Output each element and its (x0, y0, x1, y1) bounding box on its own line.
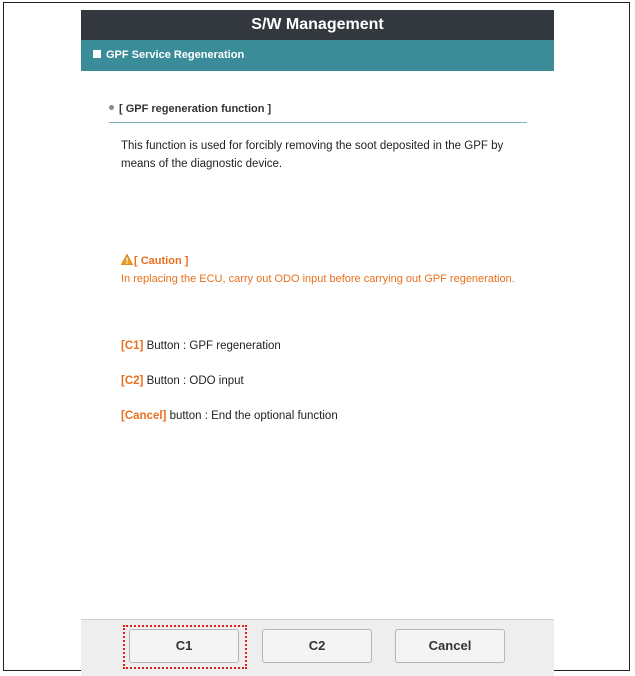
square-bullet-icon (93, 50, 101, 58)
caution-text: In replacing the ECU, carry out ODO input before carrying out GPF regeneration. (121, 273, 515, 285)
help-c2-text: Button : ODO input (143, 375, 244, 387)
help-cancel-text: button : End the optional function (166, 410, 338, 422)
section-heading (109, 100, 527, 123)
app-screen (81, 10, 554, 675)
help-c2 (121, 375, 244, 387)
subheader-label: GPF Service Regeneration (106, 49, 245, 61)
c2-button[interactable]: C2 (262, 629, 372, 663)
caution-block (121, 252, 521, 288)
bullet-dot-icon (109, 105, 114, 110)
window-title: S/W Management (81, 10, 554, 40)
caution-title (121, 252, 521, 270)
help-c1-key: [C1] (121, 340, 144, 352)
warning-triangle-icon (121, 254, 133, 265)
help-cancel (121, 410, 338, 422)
section-heading-label: [ GPF regeneration function ] (119, 103, 272, 115)
function-description: This function is used for forcibly removing the soot deposited in the GPF by means of the diagnostic device. (121, 140, 504, 170)
caution-title-label: [ Caution ] (134, 255, 189, 267)
help-c2-key: [C2] (121, 375, 144, 387)
c1-button[interactable]: C1 (129, 629, 239, 663)
bottom-button-bar (81, 619, 554, 676)
help-cancel-key: [Cancel] (121, 410, 167, 422)
help-c1 (121, 340, 281, 352)
subheader (81, 40, 554, 71)
help-c1-text: Button : GPF regeneration (143, 340, 281, 352)
cancel-button[interactable]: Cancel (395, 629, 505, 663)
